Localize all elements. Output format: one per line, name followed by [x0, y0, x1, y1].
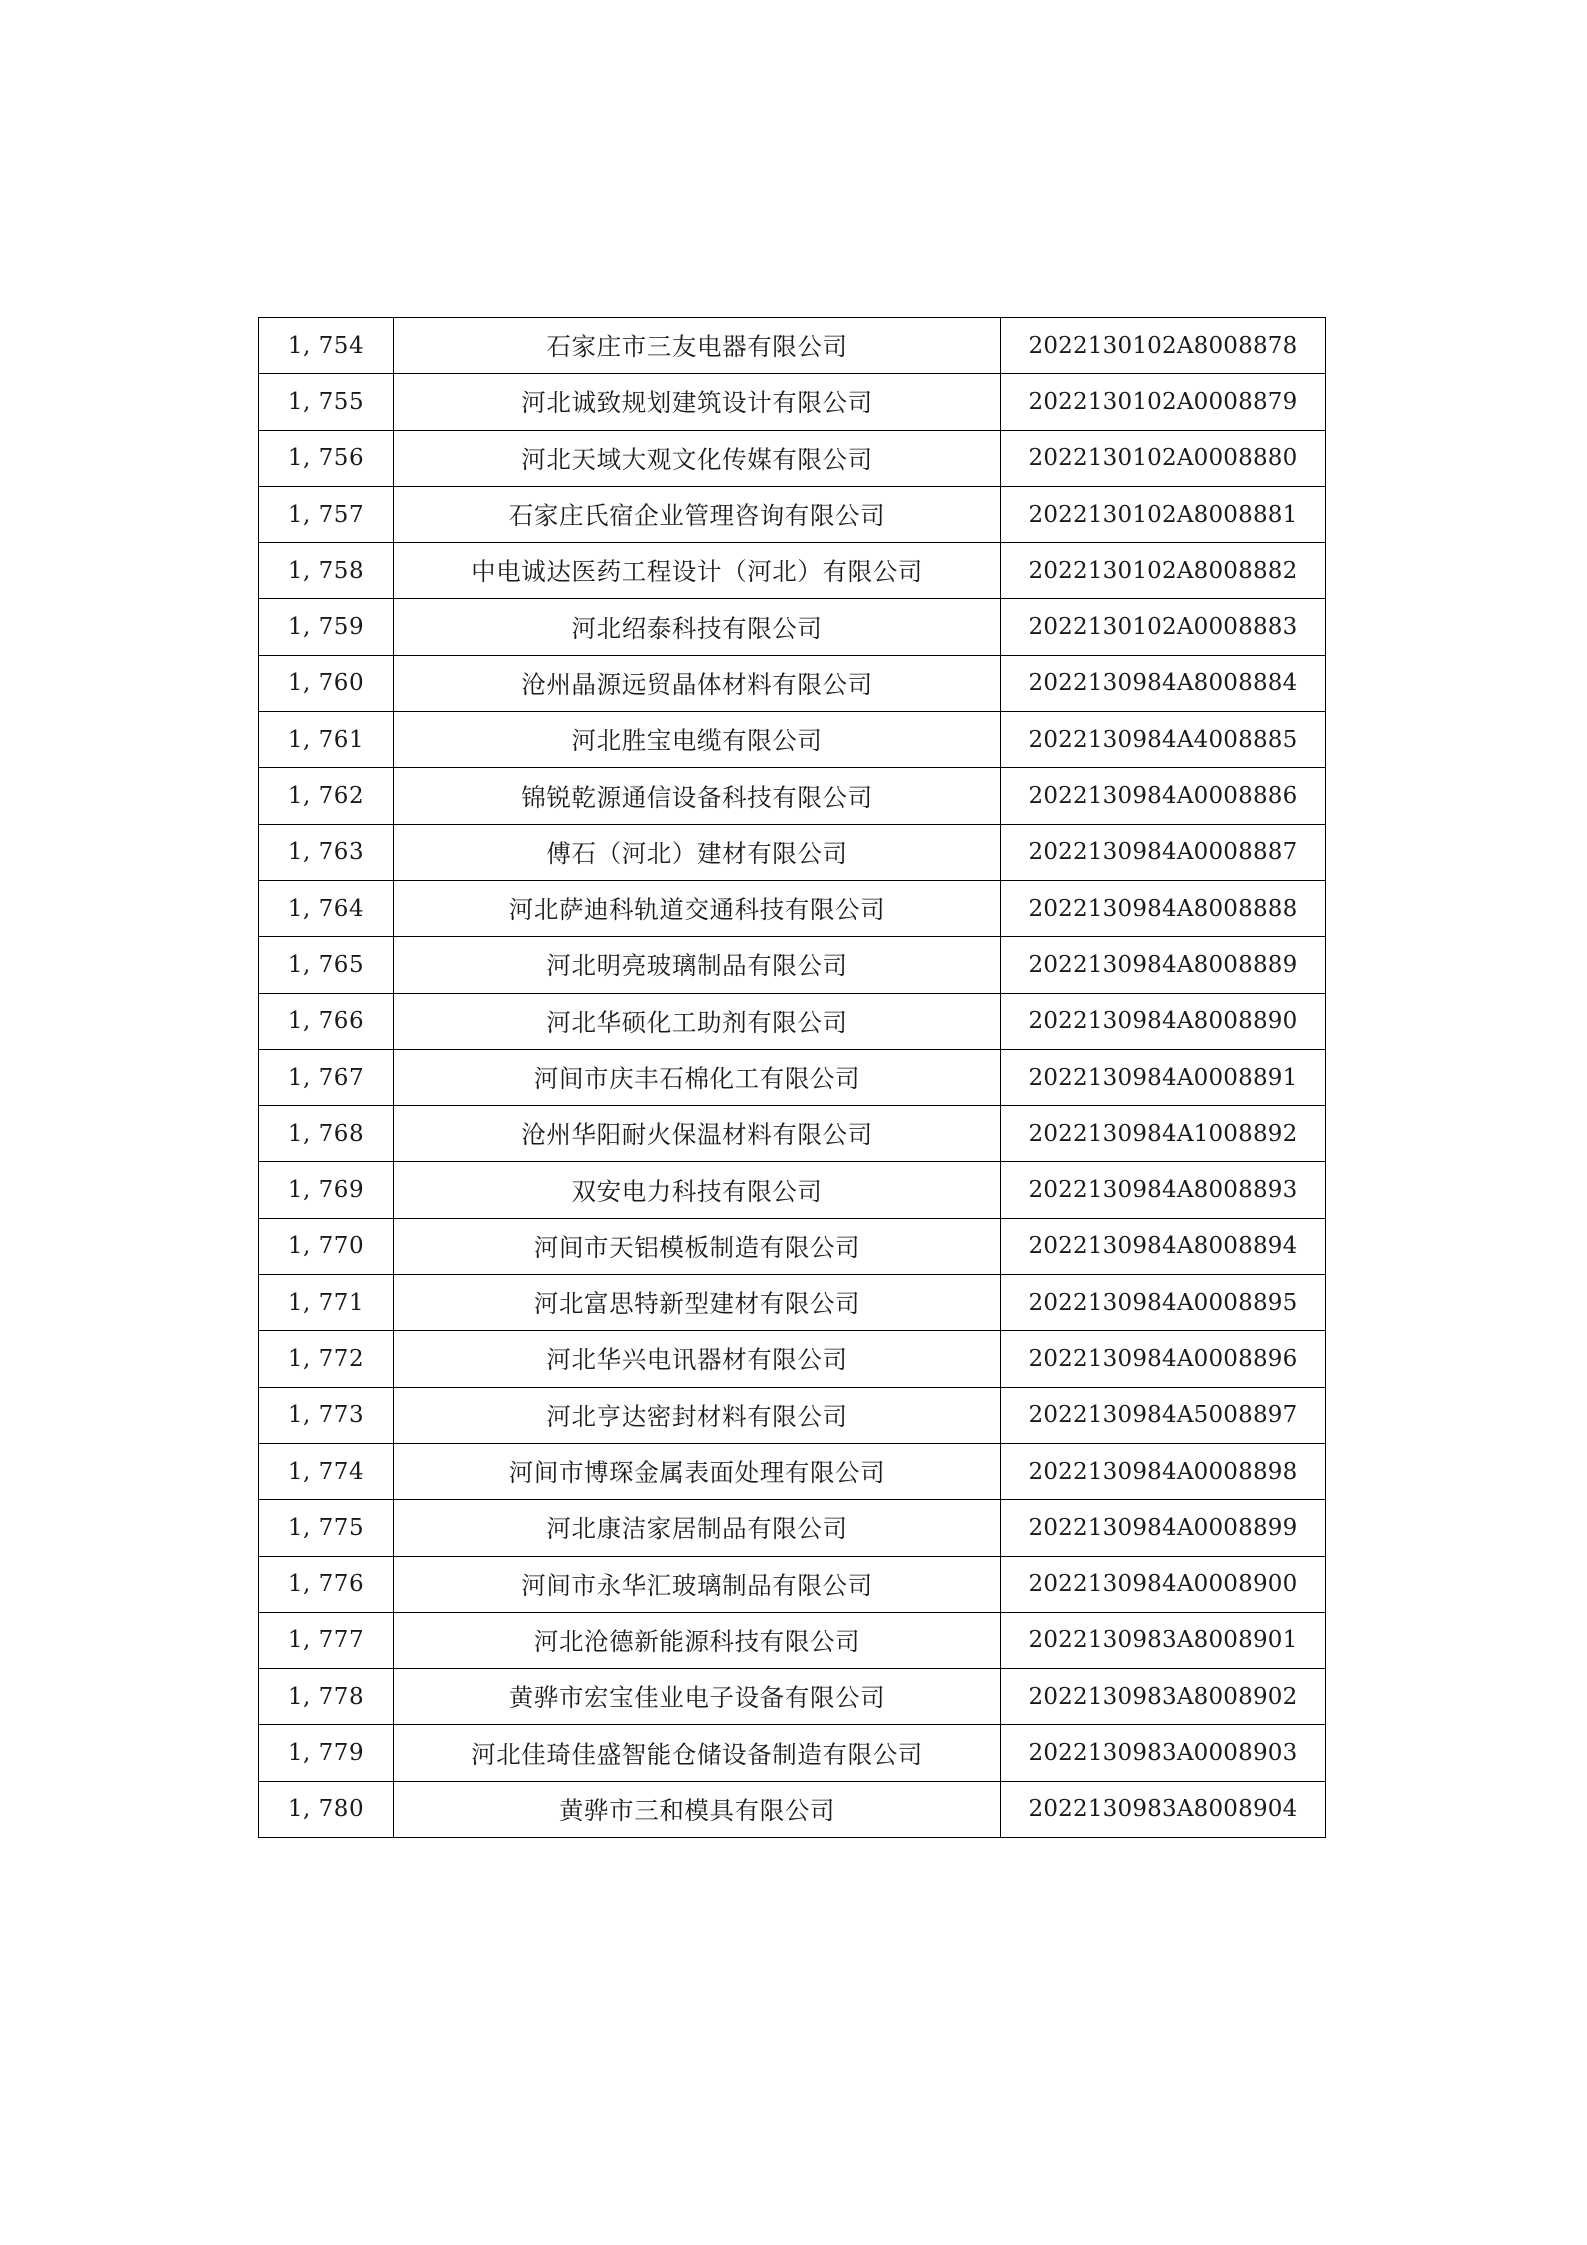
row-index-cell: 1, 771 — [259, 1275, 394, 1331]
registration-code-cell: 2022130984A8008894 — [1001, 1218, 1326, 1274]
table-row — [259, 1331, 1326, 1387]
table-row — [259, 1106, 1326, 1162]
row-index-cell: 1, 769 — [259, 1162, 394, 1218]
registration-code-cell: 2022130984A8008890 — [1001, 993, 1326, 1049]
table-row — [259, 1725, 1326, 1781]
table-row — [259, 1218, 1326, 1274]
row-index-cell: 1, 756 — [259, 430, 394, 486]
registration-code-cell: 2022130984A0008896 — [1001, 1331, 1326, 1387]
company-name-cell: 河北华硕化工助剂有限公司 — [394, 993, 1001, 1049]
row-index-cell: 1, 778 — [259, 1669, 394, 1725]
table-row — [259, 768, 1326, 824]
company-name-cell: 傅石（河北）建材有限公司 — [394, 824, 1001, 880]
company-name-cell: 河北天域大观文化传媒有限公司 — [394, 430, 1001, 486]
row-index-cell: 1, 766 — [259, 993, 394, 1049]
company-name-cell: 石家庄市三友电器有限公司 — [394, 318, 1001, 374]
company-name-cell: 河间市天铝模板制造有限公司 — [394, 1218, 1001, 1274]
row-index-cell: 1, 765 — [259, 937, 394, 993]
registration-code-cell: 2022130102A0008883 — [1001, 599, 1326, 655]
row-index-cell: 1, 757 — [259, 486, 394, 542]
company-name-cell: 沧州华阳耐火保温材料有限公司 — [394, 1106, 1001, 1162]
registration-code-cell: 2022130984A0008886 — [1001, 768, 1326, 824]
registration-code-cell: 2022130102A8008881 — [1001, 486, 1326, 542]
registration-code-cell: 2022130983A8008904 — [1001, 1781, 1326, 1837]
row-index-cell: 1, 763 — [259, 824, 394, 880]
row-index-cell: 1, 773 — [259, 1387, 394, 1443]
row-index-cell: 1, 777 — [259, 1612, 394, 1668]
table-row — [259, 1500, 1326, 1556]
company-name-cell: 河间市庆丰石棉化工有限公司 — [394, 1049, 1001, 1105]
company-name-cell: 锦锐乾源通信设备科技有限公司 — [394, 768, 1001, 824]
table-row — [259, 712, 1326, 768]
registration-code-cell: 2022130984A0008899 — [1001, 1500, 1326, 1556]
row-index-cell: 1, 762 — [259, 768, 394, 824]
registration-code-cell: 2022130984A0008895 — [1001, 1275, 1326, 1331]
registration-code-cell: 2022130984A1008892 — [1001, 1106, 1326, 1162]
company-name-cell: 黄骅市三和模具有限公司 — [394, 1781, 1001, 1837]
table-row — [259, 486, 1326, 542]
row-index-cell: 1, 758 — [259, 543, 394, 599]
registration-code-cell: 2022130102A8008878 — [1001, 318, 1326, 374]
table-row — [259, 599, 1326, 655]
table-row — [259, 430, 1326, 486]
row-index-cell: 1, 755 — [259, 374, 394, 430]
registration-code-cell: 2022130983A0008903 — [1001, 1725, 1326, 1781]
company-name-cell: 河北明亮玻璃制品有限公司 — [394, 937, 1001, 993]
row-index-cell: 1, 759 — [259, 599, 394, 655]
company-name-cell: 河北康洁家居制品有限公司 — [394, 1500, 1001, 1556]
company-name-cell: 河北诚致规划建筑设计有限公司 — [394, 374, 1001, 430]
row-index-cell: 1, 770 — [259, 1218, 394, 1274]
table-row — [259, 824, 1326, 880]
registration-code-cell: 2022130102A8008882 — [1001, 543, 1326, 599]
row-index-cell: 1, 761 — [259, 712, 394, 768]
company-name-cell: 中电诚达医药工程设计（河北）有限公司 — [394, 543, 1001, 599]
table-row — [259, 1275, 1326, 1331]
company-name-cell: 黄骅市宏宝佳业电子设备有限公司 — [394, 1669, 1001, 1725]
table-row — [259, 1669, 1326, 1725]
registration-table — [258, 317, 1326, 1838]
registration-code-cell: 2022130984A8008893 — [1001, 1162, 1326, 1218]
row-index-cell: 1, 774 — [259, 1443, 394, 1499]
registration-code-cell: 2022130984A8008884 — [1001, 655, 1326, 711]
row-index-cell: 1, 760 — [259, 655, 394, 711]
registration-code-cell: 2022130984A0008898 — [1001, 1443, 1326, 1499]
registration-code-cell: 2022130102A0008879 — [1001, 374, 1326, 430]
company-name-cell: 河间市博琛金属表面处理有限公司 — [394, 1443, 1001, 1499]
company-name-cell: 河北萨迪科轨道交通科技有限公司 — [394, 880, 1001, 936]
table-row — [259, 374, 1326, 430]
company-name-cell: 河北富思特新型建材有限公司 — [394, 1275, 1001, 1331]
table-row — [259, 1049, 1326, 1105]
company-name-cell: 沧州晶源远贸晶体材料有限公司 — [394, 655, 1001, 711]
registration-code-cell: 2022130983A8008901 — [1001, 1612, 1326, 1668]
registration-code-cell: 2022130983A8008902 — [1001, 1669, 1326, 1725]
table-row — [259, 1556, 1326, 1612]
table-row — [259, 993, 1326, 1049]
row-index-cell: 1, 764 — [259, 880, 394, 936]
row-index-cell: 1, 772 — [259, 1331, 394, 1387]
company-name-cell: 河北华兴电讯器材有限公司 — [394, 1331, 1001, 1387]
table-row — [259, 318, 1326, 374]
table-row — [259, 1781, 1326, 1837]
company-name-cell: 石家庄氏宿企业管理咨询有限公司 — [394, 486, 1001, 542]
company-name-cell: 河间市永华汇玻璃制品有限公司 — [394, 1556, 1001, 1612]
registration-code-cell: 2022130984A8008888 — [1001, 880, 1326, 936]
company-name-cell: 河北胜宝电缆有限公司 — [394, 712, 1001, 768]
row-index-cell: 1, 767 — [259, 1049, 394, 1105]
row-index-cell: 1, 754 — [259, 318, 394, 374]
registration-code-cell: 2022130984A0008891 — [1001, 1049, 1326, 1105]
table-row — [259, 1162, 1326, 1218]
company-name-cell: 河北佳琦佳盛智能仓储设备制造有限公司 — [394, 1725, 1001, 1781]
table-row — [259, 1612, 1326, 1668]
registration-code-cell: 2022130102A0008880 — [1001, 430, 1326, 486]
company-name-cell: 河北沧德新能源科技有限公司 — [394, 1612, 1001, 1668]
row-index-cell: 1, 768 — [259, 1106, 394, 1162]
row-index-cell: 1, 776 — [259, 1556, 394, 1612]
company-name-cell: 河北绍泰科技有限公司 — [394, 599, 1001, 655]
registration-code-cell: 2022130984A0008900 — [1001, 1556, 1326, 1612]
registration-code-cell: 2022130984A5008897 — [1001, 1387, 1326, 1443]
row-index-cell: 1, 779 — [259, 1725, 394, 1781]
company-name-cell: 双安电力科技有限公司 — [394, 1162, 1001, 1218]
registration-table-body — [259, 318, 1326, 1838]
company-name-cell: 河北亨达密封材料有限公司 — [394, 1387, 1001, 1443]
table-row — [259, 543, 1326, 599]
table-row — [259, 1387, 1326, 1443]
row-index-cell: 1, 775 — [259, 1500, 394, 1556]
table-row — [259, 655, 1326, 711]
registration-code-cell: 2022130984A0008887 — [1001, 824, 1326, 880]
registration-table-container — [258, 317, 1325, 1838]
table-row — [259, 937, 1326, 993]
table-row — [259, 880, 1326, 936]
registration-code-cell: 2022130984A8008889 — [1001, 937, 1326, 993]
row-index-cell: 1, 780 — [259, 1781, 394, 1837]
table-row — [259, 1443, 1326, 1499]
registration-code-cell: 2022130984A4008885 — [1001, 712, 1326, 768]
